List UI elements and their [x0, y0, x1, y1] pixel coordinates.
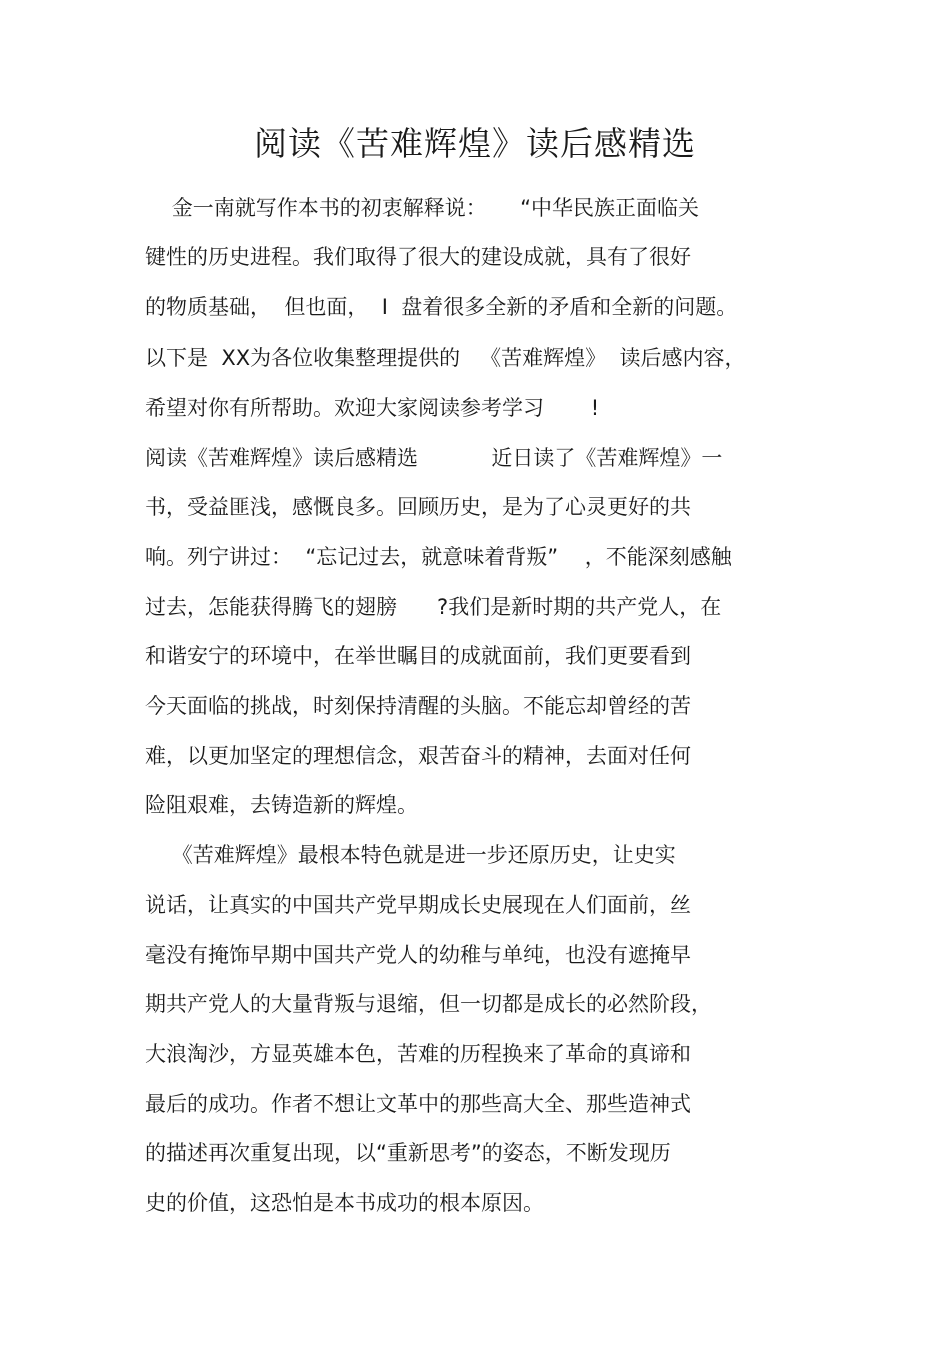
text-line: 大浪淘沙，方显英雄本色，苦难的历程换来了革命的真谛和	[145, 1042, 691, 1066]
text-line: 险阻艰难，去铸造新的辉煌。	[145, 793, 418, 817]
text-line: 金一南就写作本书的初衷解释说： “中华民族正面临关	[145, 196, 699, 220]
text-line: 响。列宁讲过： “忘记过去，就意味着背叛” ，不能深刻感触	[145, 545, 732, 569]
text-line: 最后的成功。作者不想让文革中的那些高大全、那些造神式	[145, 1092, 691, 1116]
text-line: 阅读《苦难辉煌》读后感精选 近日读了《苦难辉煌》一	[145, 446, 723, 470]
text-line: 希望对你有所帮助。欢迎大家阅读参考学习 !	[145, 396, 600, 420]
text-line: 难，以更加坚定的理想信念，艰苦奋斗的精神，去面对任何	[145, 744, 691, 768]
text-line: 和谐安宁的环境中，在举世瞩目的成就面前，我们更要看到	[145, 644, 691, 668]
text-line: 键性的历史进程。我们取得了很大的建设成就，具有了很好	[145, 245, 691, 269]
text-line: 以下是 XX为各位收集整理提供的 《苦难辉煌》 读后感内容，	[145, 346, 746, 370]
text-line: 的物质基础， 但也面， I 盘着很多全新的矛盾和全新的问题。	[145, 295, 738, 319]
text-line: 书，受益匪浅，感慨良多。回顾历史，是为了心灵更好的共	[145, 495, 691, 519]
text-line: 《苦难辉煌》最根本特色就是进一步还原历史，让史实	[145, 843, 676, 867]
text-line: 今天面临的挑战，时刻保持清醒的头脑。不能忘却曾经的苦	[145, 694, 691, 718]
text-line: 毫没有掩饰早期中国共产党人的幼稚与单纯，也没有遮掩早	[145, 943, 691, 967]
text-line: 的描述再次重复出现，以“重新思考”的姿态，不断发现历	[145, 1141, 671, 1165]
text-line: 过去，怎能获得腾飞的翅膀 ?我们是新时期的共产党人，在	[145, 595, 722, 619]
document-title: 阅读《苦难辉煌》读后感精选	[254, 124, 696, 163]
text-line: 史的价值，这恐怕是本书成功的根本原因。	[145, 1191, 544, 1215]
text-line: 说话，让真实的中国共产党早期成长史展现在人们面前，丝	[145, 893, 691, 917]
text-line: 期共产党人的大量背叛与退缩，但一切都是成长的必然阶段，	[145, 992, 712, 1016]
